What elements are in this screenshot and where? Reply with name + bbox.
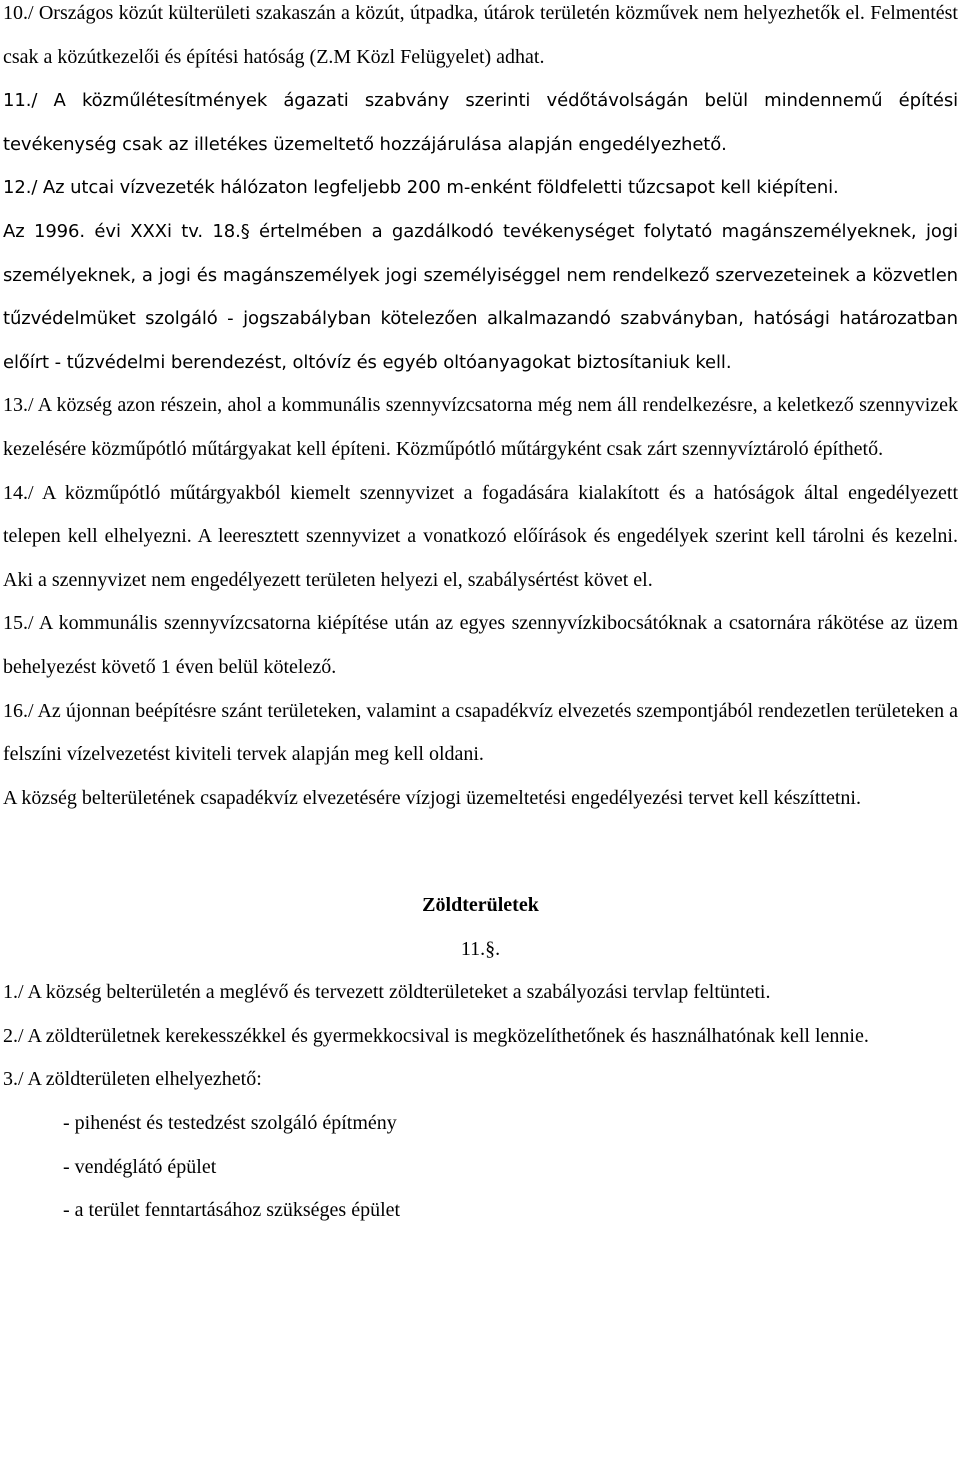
- paragraph-green-2: 2./ A zöldterületnek kerekesszékkel és gyermekkocsival is megközelíthetőnek és használhatónak kell lennie.: [3, 1024, 869, 1047]
- paragraph-14: 14./ A közműpótló műtárgyakból kiemelt szennyvizet a fogadására kialakított és a hatóságok által engedélyezett telepen kell elhelyezni. A leeresztett szennyvizet a vonatkozó előírások és engedélyek szerint kell tárolni és kezelni. Aki a szennyvizet nem engedélyezett területen helyezi el, szabálysértést követ el.: [3, 481, 958, 591]
- paragraph-15: 15./ A kommunális szennyvízcsatorna kiépítése után az egyes szennyvízkibocsátóknak a csatornára rákötése az üzem behelyezést követő 1 éven belül kötelező.: [3, 612, 958, 678]
- list-item: - vendéglátó épület: [63, 1155, 217, 1178]
- paragraph-stormwater-plan: A község belterületének csapadékvíz elvezetésére vízjogi üzemeltetési engedélyezési tervet kell készíttetni.: [3, 786, 861, 809]
- paragraph-fire-law: Az 1996. évi XXXi tv. 18.§ értelmében a gazdálkodó tevékenységet folytató magánszemélyeknek, jogi személyeknek, a jogi és magánszemélyek jogi személyiséggel nem rendelkező szervezeteinek a közvetlen tűzvédelmüket szolgáló - jogszabályban kötelezően alkalmazandó szabványban, hatósági határozatban előírt - tűzvédelmi berendezést, oltóvíz és egyéb oltóanyagokat biztosítaniuk kell.: [3, 220, 958, 373]
- paragraph-10: 10./ Országos közút külterületi szakaszán a közút, útpadka, útárok területén közművek nem helyezhetők el. Felmentést csak a közútkezelői és építési hatóság (Z.M Közl Felügyelet) adhat.: [3, 2, 958, 68]
- allowed-buildings-list: [3, 1102, 958, 1233]
- paragraph-green-3: 3./ A zöldterületen elhelyezhető:: [3, 1068, 262, 1091]
- section-heading: Zöldterületek: [422, 894, 539, 917]
- paragraph-13: 13./ A község azon részein, ahol a kommunális szennyvízcsatorna még nem áll rendelkezésre, a keletkező szennyvizek kezelésére közműpótló műtárgyakat kell építeni. Közműpótló műtárgyként csak zárt szennyvíztároló építhető.: [3, 394, 958, 460]
- list-item: - a terület fenntartásához szükséges épület: [63, 1199, 401, 1222]
- section-number: 11.§.: [460, 938, 501, 961]
- list-item: - pihenést és testedzést szolgáló építmény: [63, 1112, 397, 1135]
- paragraph-11: 11./ A közműlétesítmények ágazati szabvány szerinti védőtávolságán belül mindennemű építési tevékenység csak az illetékes üzemeltető hozzájárulása alapján engedélyezhető.: [3, 90, 958, 155]
- paragraph-12: 12./ Az utcai vízvezeték hálózaton legfeljebb 200 m-enként földfeletti tűzcsapot kell kiépíteni.: [3, 177, 839, 199]
- paragraph-16: 16./ Az újonnan beépítésre szánt területeken, valamint a csapadékvíz elvezetés szempontjából rendezetlen területeken a felszíni vízelvezetést kiviteli tervek alapján meg kell oldani.: [3, 699, 958, 766]
- paragraph-green-1: 1./ A község belterületén a meglévő és tervezett zöldterületeket a szabályozási tervlap feltünteti.: [3, 981, 771, 1004]
